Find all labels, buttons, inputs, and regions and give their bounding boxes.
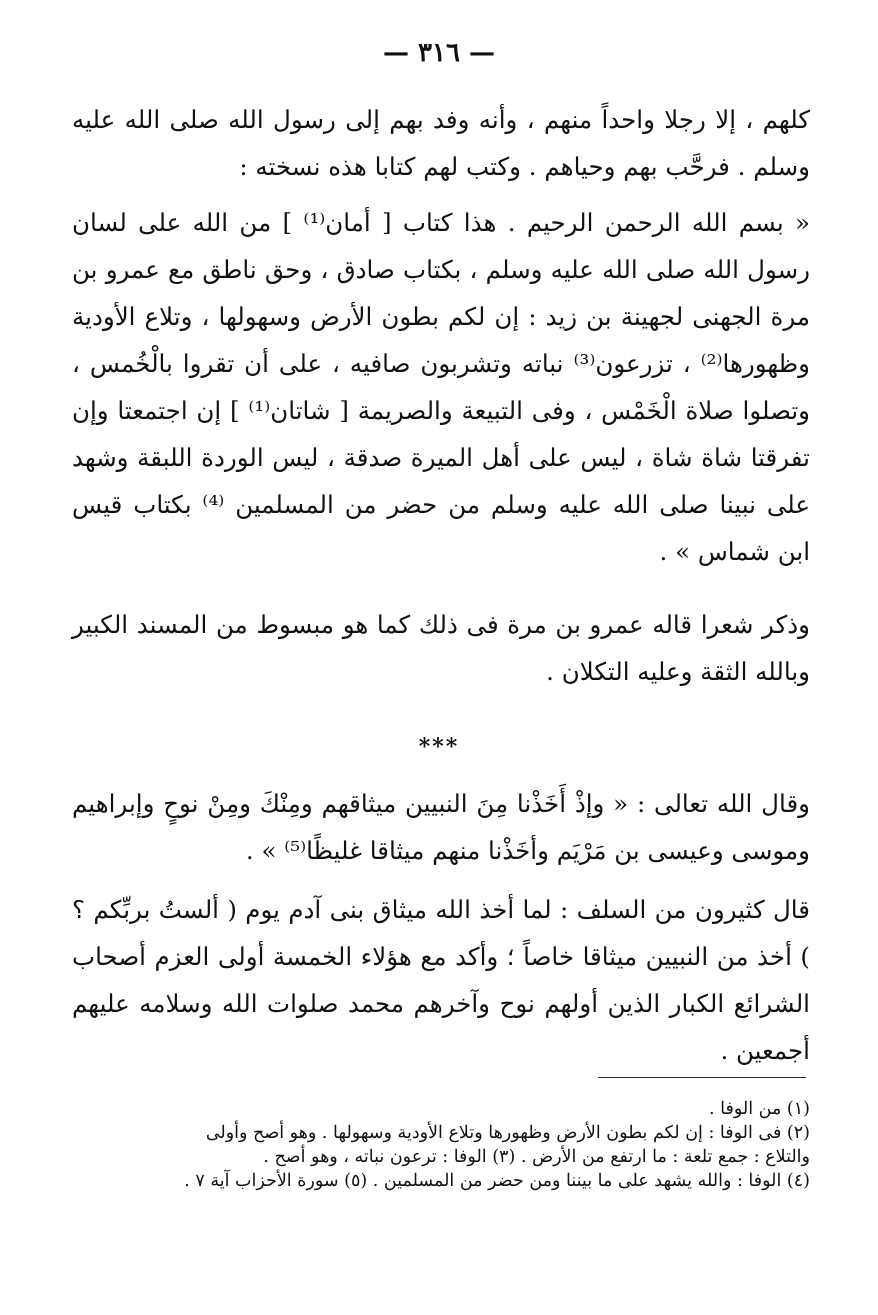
footnote-4-5: (٤) الوفا : والله يشهد على ما بيننا ومن حضر من المسلمين . (٥) سورة الأحزاب آية ٧ . [184, 1171, 810, 1191]
main-text-block-1 [72, 96, 810, 695]
paragraph-letter: « بسم الله الرحمن الرحيم . هذا كتاب [ أمان⁽¹⁾ ] من الله على لسان رسول الله صلى الله عليه وسلم ، بكتاب صادق ، وحق ناطق مع عمرو بن مرة الجهنى لجهينة بن زيد : إن لكم بطون الأرض وسهولها ، وتلاع الأودية وظهورها⁽²⁾ ، تزرعون⁽³⁾ نباته وتشربون صافيه ، على أن تقروا بالْخُمس ، وتصلوا صلاة الْخَمْس ، وفى التبيعة والصريمة [ شاتان⁽¹⁾ ] إن اجتمعتا وإن تفرقتا شاة شاة ، ليس على أهل الميرة صدقة ، ليس الوردة اللبقة وشهد على نبينا صلى الله عليه وسلم من حضر من المسلمين ⁽⁴⁾ بكتاب قيس ابن شماس » . [72, 208, 811, 566]
footnotes [72, 1097, 810, 1193]
paragraph-poetry-note: وذكر شعرا قاله عمرو بن مرة فى ذلك كما هو مبسوط من المسند الكبير وبالله الثقة وعليه التكلان . [72, 610, 810, 686]
section-separator: *** [418, 734, 460, 760]
paragraph-intro: كلهم ، إلا رجلا واحداً منهم ، وأنه وفد بهم إلى رسول الله صلى الله عليه وسلم . فرحَّب بهم وحياهم . وكتب لهم كتابا هذه نسخته : [72, 105, 810, 181]
footnote-2-continued: والتلاع : جمع تلعة : ما ارتفع من الأرض . (٣) الوفا : ترعون نباته ، وهو أصح . [263, 1147, 810, 1167]
page-number: — ٣١٦ — [382, 38, 496, 68]
footnote-1: (١) من الوفا . [709, 1099, 810, 1119]
footnote-2: (٢) فى الوفا : إن لكم بطون الأرض وظهورها وتلاع الأودية وسهولها . وهو أصح وأولى [205, 1123, 810, 1143]
main-text-block-2 [72, 780, 810, 1074]
paragraph-commentary: قال كثيرون من السلف : لما أخذ الله ميثاق بنى آدم يوم ( ألستُ بربِّكم ؟ ) أخذ من النبيين ميثاقا خاصاً ؛ وأكد مع هؤلاء الخمسة أولى العزم أصحاب الشرائع الكبار الذين أولهم نوح وآخرهم محمد صلوات الله وسلامه عليهم أجمعين . [72, 895, 810, 1065]
paragraph-quran-verse: وقال الله تعالى : « وإذْ أَخَذْنا مِنَ النبيين ميثاقهم ومِنْكَ ومِنْ نوحٍ وإبراهيم وموسى وعيسى بن مَرْيَم وأخَذْنا منهم ميثاقا غليظًا⁽⁵⁾ » . [72, 789, 810, 865]
footnote-divider [598, 1077, 806, 1078]
